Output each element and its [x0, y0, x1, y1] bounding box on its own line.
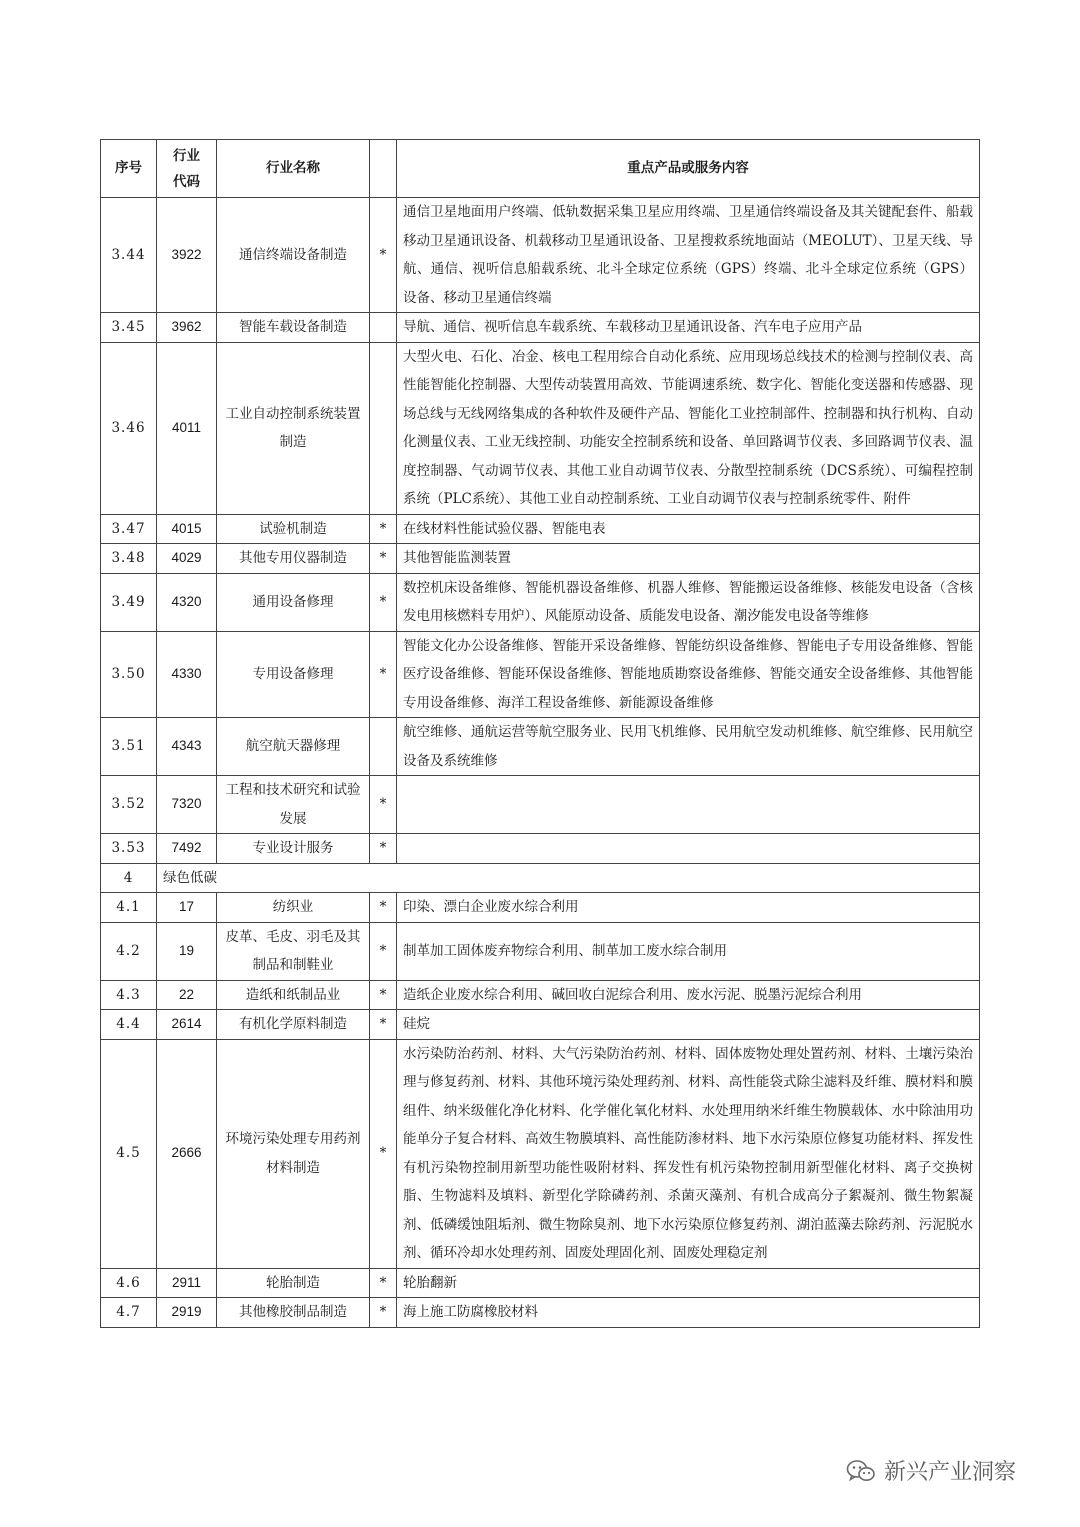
- row-star: [370, 342, 397, 514]
- section-row: [101, 863, 980, 893]
- table-row: [101, 313, 980, 343]
- row-seq: 3.49: [101, 573, 157, 631]
- row-star: *: [370, 544, 397, 574]
- row-name: 皮革、毛皮、羽毛及其制品和制鞋业: [217, 922, 370, 980]
- row-seq: 4.4: [101, 1010, 157, 1040]
- row-content: [397, 834, 980, 864]
- row-name: 试验机制造: [217, 514, 370, 544]
- row-seq: 3.46: [101, 342, 157, 514]
- row-name: 工程和技术研究和试验发展: [217, 776, 370, 834]
- row-seq: 4.2: [101, 922, 157, 980]
- row-code: 19: [157, 922, 217, 980]
- row-star: *: [370, 1298, 397, 1328]
- row-content: 大型火电、石化、冶金、核电工程用综合自动化系统、应用现场总线技术的检测与控制仪表、高性能智能化控制器、大型传动装置用高效、节能调速系统、数字化、智能化变送器和传感器、现场总线与无线网络集成的各种软件及硬件产品、智能化工业控制部件、控制器和执行机构、自动化测量仪表、工业无线控制、功能安全控制系统和设备、单回路调节仪表、多回路调节仪表、温度控制器、气动调节仪表、其他工业自动调节仪表、分散型控制系统（DCS系统）、可编程控制系统（PLC系统）、其他工业自动控制系统、工业自动调节仪表与控制系统零件、附件: [397, 342, 980, 514]
- row-name: 其他专用仪器制造: [217, 544, 370, 574]
- row-seq: 3.45: [101, 313, 157, 343]
- row-content: 数控机床设备维修、智能机器设备维修、机器人维修、智能搬运设备维修、核能发电设备（含核发电用核燃料专用炉）、风能原动设备、质能发电设备、潮汐能发电设备等维修: [397, 573, 980, 631]
- wechat-icon: [846, 1459, 876, 1483]
- row-code: 4011: [157, 342, 217, 514]
- row-code: 2666: [157, 1039, 217, 1268]
- watermark: [846, 1455, 1016, 1486]
- row-content: 智能文化办公设备维修、智能开采设备维修、智能纺织设备维修、智能电子专用设备维修、智能医疗设备维修、智能环保设备维修、智能地质勘察设备维修、智能交通安全设备维修、其他智能专用设备维修、海洋工程设备维修、新能源设备维修: [397, 631, 980, 718]
- row-star: *: [370, 573, 397, 631]
- header-seq: 序号: [101, 140, 157, 198]
- header-code: [157, 140, 217, 198]
- row-seq: 4.3: [101, 980, 157, 1010]
- table-row: [101, 980, 980, 1010]
- row-code: 2919: [157, 1298, 217, 1328]
- header-name: 行业名称: [217, 140, 370, 198]
- table-header-row: [101, 140, 980, 198]
- row-code: 3922: [157, 198, 217, 313]
- row-code: 17: [157, 893, 217, 923]
- row-star: *: [370, 776, 397, 834]
- header-code-text: 行业 代码: [173, 147, 200, 190]
- row-code: 2614: [157, 1010, 217, 1040]
- row-seq: 3.52: [101, 776, 157, 834]
- row-star: *: [370, 922, 397, 980]
- row-star: *: [370, 893, 397, 923]
- row-name: 智能车载设备制造: [217, 313, 370, 343]
- table-row: [101, 1268, 980, 1298]
- row-code: 2911: [157, 1268, 217, 1298]
- row-content: 水污染防治药剂、材料、大气污染防治药剂、材料、固体废物处理处置药剂、材料、土壤污染治理与修复药剂、材料、其他环境污染处理药剂、材料、高性能袋式除尘滤料及纤维、膜材料和膜组件、纳米级催化净化材料、化学催化氧化材料、水处理用纳米纤维生物膜载体、水中除油用功能单分子复合材料、高效生物膜填料、高性能防渗材料、地下水污染原位修复功能材料、挥发性有机污染物控制用新型功能性吸附材料、挥发性有机污染物控制用新型催化材料、离子交换树脂、生物滤料及填料、新型化学除磷药剂、杀菌灭藻剂、有机合成高分子絮凝剂、微生物絮凝剂、低磷缓蚀阻垢剂、微生物除臭剂、地下水污染原位修复药剂、湖泊蓝藻去除药剂、污泥脱水剂、循环冷却水处理药剂、固废处理固化剂、固废处理稳定剂: [397, 1039, 980, 1268]
- row-content: 通信卫星地面用户终端、低轨数据采集卫星应用终端、卫星通信终端设备及其关键配套件、船载移动卫星通讯设备、机载移动卫星通讯设备、卫星搜救系统地面站（MEOLUT）、卫星天线、导航、通信、视听信息船载系统、北斗全球定位系统（GPS）终端、北斗全球定位系统（GPS）设备、移动卫星通信终端: [397, 198, 980, 313]
- row-code: 22: [157, 980, 217, 1010]
- row-content: 导航、通信、视听信息车载系统、车载移动卫星通讯设备、汽车电子应用产品: [397, 313, 980, 343]
- row-star: *: [370, 198, 397, 313]
- row-seq: 3.44: [101, 198, 157, 313]
- row-name: 工业自动控制系统装置制造: [217, 342, 370, 514]
- row-star: *: [370, 631, 397, 718]
- table-row: [101, 1039, 980, 1268]
- table-row: [101, 198, 980, 313]
- table-row: [101, 1010, 980, 1040]
- table-row: [101, 718, 980, 776]
- row-star: *: [370, 980, 397, 1010]
- table-row: [101, 544, 980, 574]
- row-star: [370, 313, 397, 343]
- row-seq: 3.48: [101, 544, 157, 574]
- watermark-text: 新兴产业洞察: [884, 1460, 1017, 1485]
- row-content: 造纸企业废水综合利用、碱回收白泥综合利用、废水污泥、脱墨污泥综合利用: [397, 980, 980, 1010]
- row-name: 环境污染处理专用药剂材料制造: [217, 1039, 370, 1268]
- row-seq: 3.53: [101, 834, 157, 864]
- row-star: *: [370, 1010, 397, 1040]
- row-name: 造纸和纸制品业: [217, 980, 370, 1010]
- row-content: 轮胎翻新: [397, 1268, 980, 1298]
- row-seq: 3.47: [101, 514, 157, 544]
- row-content: 航空维修、通航运营等航空服务业、民用飞机维修、民用航空发动机维修、航空维修、民用航空设备及系统维修: [397, 718, 980, 776]
- row-star: *: [370, 1039, 397, 1268]
- row-content: 在线材料性能试验仪器、智能电表: [397, 514, 980, 544]
- row-name: 纺织业: [217, 893, 370, 923]
- row-content: [397, 776, 980, 834]
- row-seq: 4.6: [101, 1268, 157, 1298]
- row-name: 通信终端设备制造: [217, 198, 370, 313]
- row-name: 航空航天器修理: [217, 718, 370, 776]
- row-content: 制革加工固体废弃物综合利用、制革加工废水综合制用: [397, 922, 980, 980]
- row-seq: 4: [101, 863, 157, 893]
- row-code: 4343: [157, 718, 217, 776]
- table-row: [101, 342, 980, 514]
- section-title: 绿色低碳: [157, 863, 980, 893]
- row-seq: 4.5: [101, 1039, 157, 1268]
- table-row: [101, 631, 980, 718]
- row-content: 其他智能监测装置: [397, 544, 980, 574]
- industry-table: [100, 139, 980, 1328]
- row-seq: 3.51: [101, 718, 157, 776]
- row-content: 硅烷: [397, 1010, 980, 1040]
- row-seq: 3.50: [101, 631, 157, 718]
- row-code: 7492: [157, 834, 217, 864]
- row-code: 3962: [157, 313, 217, 343]
- row-seq: 4.7: [101, 1298, 157, 1328]
- header-star: [370, 140, 397, 198]
- row-content: 印染、漂白企业废水综合利用: [397, 893, 980, 923]
- table-row: [101, 514, 980, 544]
- row-name: 其他橡胶制品制造: [217, 1298, 370, 1328]
- row-code: 4330: [157, 631, 217, 718]
- table-row: [101, 893, 980, 923]
- row-name: 专业设计服务: [217, 834, 370, 864]
- row-star: *: [370, 1268, 397, 1298]
- table-row: [101, 922, 980, 980]
- row-star: *: [370, 834, 397, 864]
- row-code: 7320: [157, 776, 217, 834]
- row-content: 海上施工防腐橡胶材料: [397, 1298, 980, 1328]
- table-row: [101, 573, 980, 631]
- row-name: 专用设备修理: [217, 631, 370, 718]
- row-name: 通用设备修理: [217, 573, 370, 631]
- table-row: [101, 1298, 980, 1328]
- row-name: 轮胎制造: [217, 1268, 370, 1298]
- row-code: 4015: [157, 514, 217, 544]
- row-code: 4320: [157, 573, 217, 631]
- header-content: 重点产品或服务内容: [397, 140, 980, 198]
- row-star: [370, 718, 397, 776]
- table-row: [101, 776, 980, 834]
- row-star: *: [370, 514, 397, 544]
- row-seq: 4.1: [101, 893, 157, 923]
- row-name: 有机化学原料制造: [217, 1010, 370, 1040]
- row-code: 4029: [157, 544, 217, 574]
- table-row: [101, 834, 980, 864]
